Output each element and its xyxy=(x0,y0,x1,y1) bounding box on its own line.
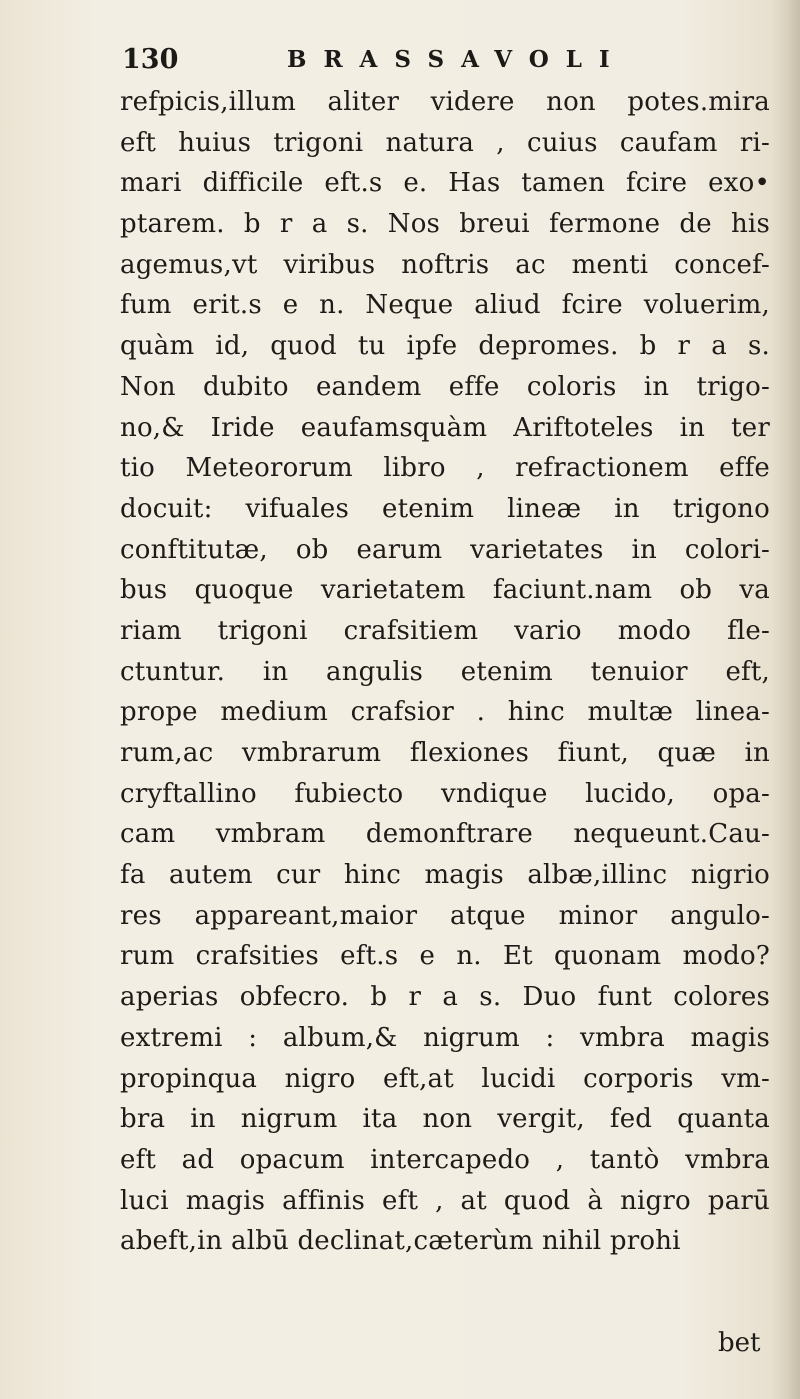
text-line: agemus,vt viribus noftris ac menti concef- xyxy=(120,249,770,280)
text-line: rum,ac vmbrarum flexiones fiunt, quæ in xyxy=(120,738,770,768)
text-line: conftitutæ, ob earum varietates in colori- xyxy=(120,534,770,565)
page-header xyxy=(122,44,662,84)
text-line: bra in nigrum ita non vergit, fed quanta xyxy=(120,1104,770,1135)
running-head: BRASSAVOLI xyxy=(287,46,627,73)
page-edge-shadow xyxy=(772,0,800,1399)
text-line: extremi : album,& nigrum : vmbra magis xyxy=(120,1022,770,1053)
text-line: propinqua nigro eft,at lucidi corporis vm- xyxy=(120,1063,770,1094)
page-number: 130 xyxy=(122,44,179,75)
text-line: aperias obfecro. b r a s. Duo funt colores xyxy=(120,982,770,1013)
text-line: ptarem. b r a s. Nos breui fermone de his xyxy=(120,209,770,240)
text-line: ctuntur. in angulis etenim tenuior eft, xyxy=(120,656,770,687)
text-line: res appareant,maior atque minor angulo- xyxy=(120,900,770,931)
text-line: rum crafsities eft.s e n. Et quonam modo? xyxy=(120,941,770,972)
text-line: prope medium crafsior . hinc multæ linea- xyxy=(120,697,770,728)
text-line: Non dubito eandem effe coloris in trigo- xyxy=(120,371,770,402)
text-line: no,& Iride eaufamsquàm Ariftoteles in ter xyxy=(120,412,770,443)
text-line: abeft,in albū declinat,cæterùm nihil prohi xyxy=(120,1226,681,1257)
text-line: fum erit.s e n. Neque aliud fcire voluerim, xyxy=(120,290,770,321)
text-line: cam vmbram demonftrare nequeunt.Cau- xyxy=(120,819,770,850)
text-line: tio Meteororum libro , refractionem effe xyxy=(120,453,770,484)
text-line: luci magis affinis eft , at quod à nigro parū xyxy=(120,1185,770,1216)
text-line: fa autem cur hinc magis albæ,illinc nigrio xyxy=(120,860,770,891)
body-text xyxy=(120,82,770,1262)
text-line: mari difficile eft.s e. Has tamen fcire exo• xyxy=(120,168,770,199)
text-line: cryftallino fubiecto vndique lucido, opa- xyxy=(120,778,770,809)
text-line: riam trigoni crafsitiem vario modo fle- xyxy=(120,615,770,646)
text-line: eft huius trigoni natura , cuius caufam ri- xyxy=(120,127,770,158)
text-line: bus quoque varietatem faciunt.nam ob va xyxy=(120,575,770,606)
text-line: quàm id, quod tu ipfe depromes. b r a s. xyxy=(120,331,770,362)
text-line: eft ad opacum intercapedo , tantò vmbra xyxy=(120,1144,770,1175)
text-line: refpicis,illum aliter videre non potes.mira xyxy=(120,87,770,117)
text-line: docuit: vifuales etenim lineæ in trigono xyxy=(120,493,770,524)
catchword: bet xyxy=(718,1328,761,1358)
